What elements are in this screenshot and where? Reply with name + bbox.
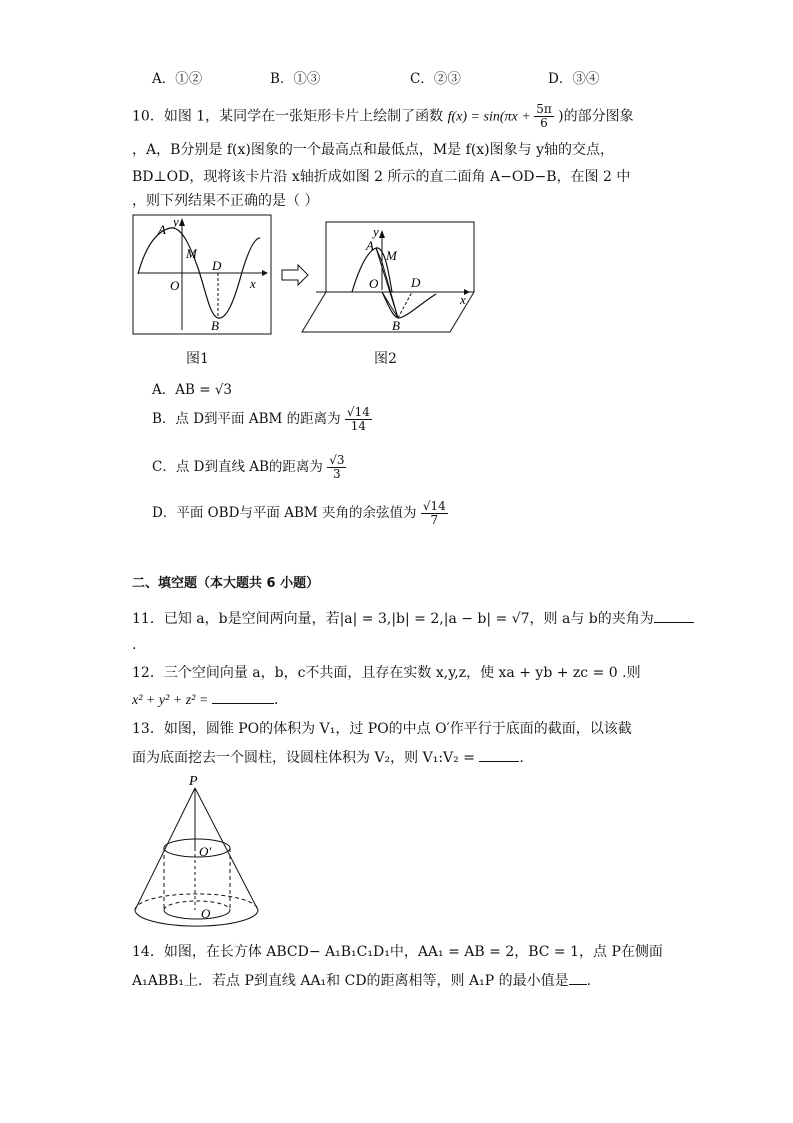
q10-frac-num: 5π: [536, 102, 552, 116]
q14-text: A₁ABB₁上．若点 P到直线 AA₁和 CD的距离相等，则 A₁P 的最小值是: [132, 973, 569, 989]
fig2-label-x: x: [460, 292, 466, 307]
q10-line1-end: )的部分图象: [558, 108, 634, 125]
q10-option-b-fraction: [345, 406, 372, 433]
q10-option-c: [152, 454, 346, 481]
fig1-y-arrow: [179, 218, 185, 226]
cone-base-back: [135, 894, 258, 910]
cone-left-edge: [135, 788, 195, 910]
cone-label-o-prime: O′: [199, 844, 212, 859]
q14-line-1: 14．如图，在长方体 ABCD− A₁B₁C₁D₁中，AA₁ = AB = 2，BC = 1，点 P在侧面: [132, 944, 663, 960]
fig1-label-x: x: [250, 276, 256, 291]
fig2-label-m: M: [386, 248, 397, 263]
q14-line-2: [132, 972, 591, 990]
q14-line2-end: .: [586, 973, 592, 989]
q10-option-c-num: √3: [329, 453, 345, 467]
q10-option-d-text: D．平面 OBD与平面 ABM 夹角的余弦值为: [152, 505, 417, 521]
fig1-x-arrow: [262, 270, 268, 276]
q11-answer-blank[interactable]: [654, 622, 694, 623]
q13-answer-blank[interactable]: [479, 761, 519, 762]
fig2-label-a: A: [366, 238, 374, 253]
q13-line2-end: .: [519, 750, 524, 766]
q9-option-a: A．①②: [152, 71, 203, 87]
q12-line-1: 12．三个空间向量 a，b，c不共面，且存在实数 x,y,z，使 xa + yb + zc = 0 .则: [132, 665, 641, 681]
q10-option-b-num: √14: [346, 405, 370, 419]
q10-option-d-den: 7: [430, 513, 439, 527]
q10-line-4: ，则下列结果不正确的是（ ）: [132, 193, 319, 209]
q12-line-2: [132, 691, 278, 710]
fig2-vertical-plane: [326, 222, 474, 292]
fig1-label-m: M: [186, 246, 197, 261]
q10-option-b: [152, 406, 372, 433]
q12-line2-end: .: [273, 692, 279, 708]
q10-option-d-num: √14: [422, 499, 446, 513]
q11-line-1: [132, 610, 694, 628]
q10-line-3: BD⊥OD，现将该卡片沿 x轴折成如图 2 所示的直二面角 A−OD−B，在图 2 中: [132, 169, 631, 185]
q10-phase-fraction: [534, 103, 554, 130]
q10-frac-den: 6: [540, 116, 548, 130]
fig1-label-a: A: [158, 222, 166, 237]
q10-line-2: ，A，B分别是 f(x)图象的一个最高点和最低点，M是 f(x)图象与 y轴的交点，: [132, 142, 614, 158]
section-fill-in-heading: 二、填空题（本大题共 6 小题）: [132, 576, 320, 591]
q13-line-2: [132, 749, 524, 767]
fig1-label-d: D: [212, 258, 222, 273]
q10-function: f(x) = sin(πx +: [447, 109, 535, 125]
fig1-label-o: O: [170, 278, 180, 293]
q10-option-b-text: B．点 D到平面 ABM 的距离为: [152, 411, 341, 427]
fig1-label-b: B: [211, 318, 219, 333]
q10-option-d: [152, 500, 448, 527]
q10-option-c-den: 3: [333, 467, 341, 481]
fig2-label-y: y: [373, 224, 379, 239]
q13-text: 面为底面挖去一个圆柱，设圆柱体积为 V₂，则 V₁:V₂ =: [132, 750, 480, 766]
q14-answer-blank[interactable]: [569, 984, 587, 985]
cylinder-bottom-back: [164, 901, 230, 910]
cone-base-front: [135, 910, 258, 926]
fig1-caption: 图1: [186, 351, 209, 367]
q10-line-1: [132, 103, 634, 130]
fig2-label-b: B: [392, 318, 400, 333]
fig2-label-d: D: [411, 275, 421, 290]
q13-line-1: 13．如图，圆锥 PO的体积为 V₁，过 PO的中点 O′作平行于底面的截面，以该截: [132, 721, 632, 737]
q13-cone-figure: [125, 772, 270, 930]
q12-answer-blank[interactable]: [212, 703, 274, 704]
q11-line-2: .: [132, 637, 137, 653]
q10-option-a: A．AB = √3: [152, 382, 233, 398]
q10-figures: [130, 212, 490, 342]
q11-text: 11．已知 a，b是空间两向量，若|a| = 3,|b| = 2,|a − b| = √7，则 a与 b的夹角为: [132, 611, 654, 627]
fig2-line-ob: [382, 292, 398, 318]
cone-label-o: O: [201, 906, 211, 921]
fig1-label-y: y: [173, 214, 179, 229]
fig2-horizontal-plane: [302, 292, 474, 332]
cylinder-bottom-front: [164, 910, 230, 919]
q9-option-c: C．②③: [410, 71, 461, 87]
fig2-caption: 图2: [374, 351, 397, 367]
q10-option-d-fraction: [421, 500, 448, 527]
fig2-label-o: O: [369, 276, 379, 291]
q12-expression: x² + y² + z² =: [132, 693, 212, 708]
q10-option-b-den: 14: [350, 419, 367, 433]
fig2-line-bd: [398, 292, 412, 318]
q10-option-c-fraction: [327, 454, 346, 481]
fold-arrow-icon: [282, 265, 308, 285]
cylinder-top-ellipse: [164, 839, 230, 857]
q9-option-d: D．③④: [548, 71, 600, 87]
cone-label-p: P: [189, 774, 198, 789]
q9-option-b: B．①③: [270, 71, 321, 87]
fig1-frame: [133, 215, 271, 334]
q10-intro: 10．如图 1，某同学在一张矩形卡片上绘制了函数: [132, 108, 444, 125]
q10-option-c-text: C．点 D到直线 AB的距离为: [152, 459, 323, 475]
fig2-y-arrow: [379, 230, 385, 238]
